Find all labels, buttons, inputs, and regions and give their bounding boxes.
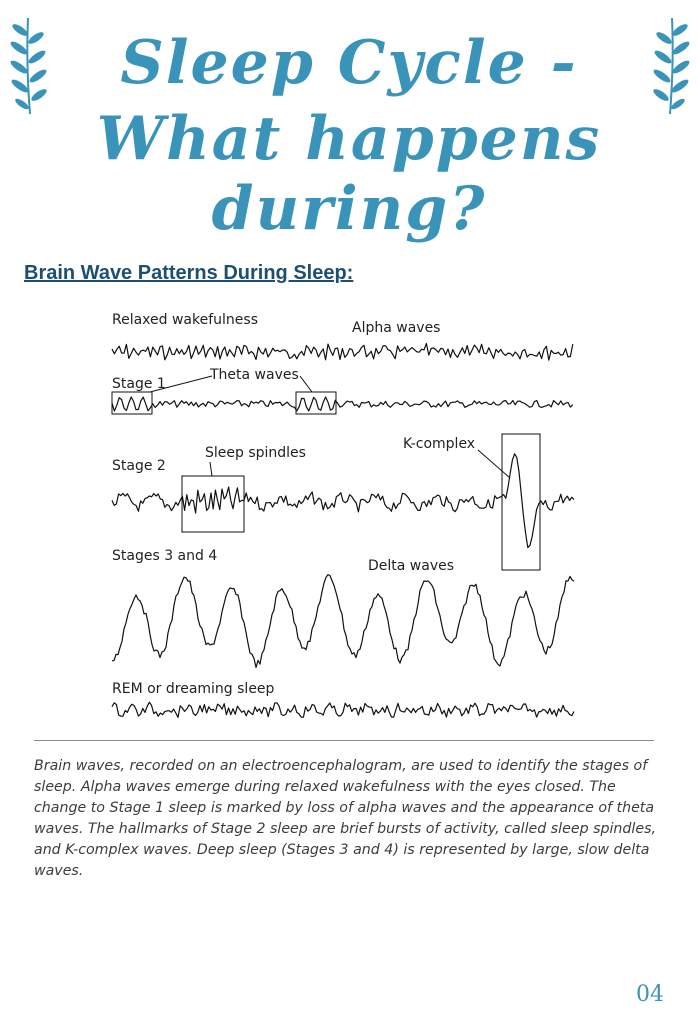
alpha-wave-trace — [112, 344, 573, 361]
page-title-line-1: Sleep Cycle - — [120, 28, 578, 98]
label-stages-3-and-4: Stages 3 and 4 — [112, 548, 218, 564]
k-complex-box — [502, 434, 540, 570]
label-alpha-waves: Alpha waves — [352, 320, 441, 336]
rem-wave-trace — [112, 702, 574, 717]
label-theta-waves: Theta waves — [210, 367, 299, 383]
page-title-line-2: What happens during? — [96, 104, 602, 244]
spindle-pointer — [210, 462, 212, 476]
theta-box-2 — [296, 392, 336, 414]
label-relaxed-wakefulness: Relaxed wakefulness — [112, 312, 259, 328]
section-heading: Brain Wave Patterns During Sleep: — [24, 262, 354, 284]
label-sleep-spindles: Sleep spindles — [205, 445, 306, 461]
divider — [34, 740, 654, 741]
label-stage-2: Stage 2 — [112, 458, 166, 474]
delta-wave-trace — [112, 575, 574, 668]
label-stage-1: Stage 1 — [112, 376, 166, 392]
k-complex-pointer — [478, 450, 510, 478]
label-k-complex: K-complex — [403, 436, 476, 452]
label-rem-sleep: REM or dreaming sleep — [112, 681, 275, 697]
stage-2-wave-trace — [112, 454, 574, 548]
theta-pointer-2 — [300, 376, 312, 392]
page-number: 04 — [636, 982, 664, 1007]
eeg-figure — [100, 300, 580, 725]
label-delta-waves: Delta waves — [368, 558, 455, 574]
figure-caption: Brain waves, recorded on an electroencephalogram, are used to identify the stages of sleep. Alpha waves emerge during relaxed wakefulness with the eyes closed. The change to Stage 1 sleep is marked by loss of alpha waves and the appearance of theta waves. The hallmarks of Stage 2 sleep are brief bursts of activity, called sleep spindles, and K-complex waves. Deep sleep (Stages 3 and 4) is represented by large, slow delta waves. — [34, 758, 656, 879]
theta-wave-trace — [112, 397, 573, 411]
